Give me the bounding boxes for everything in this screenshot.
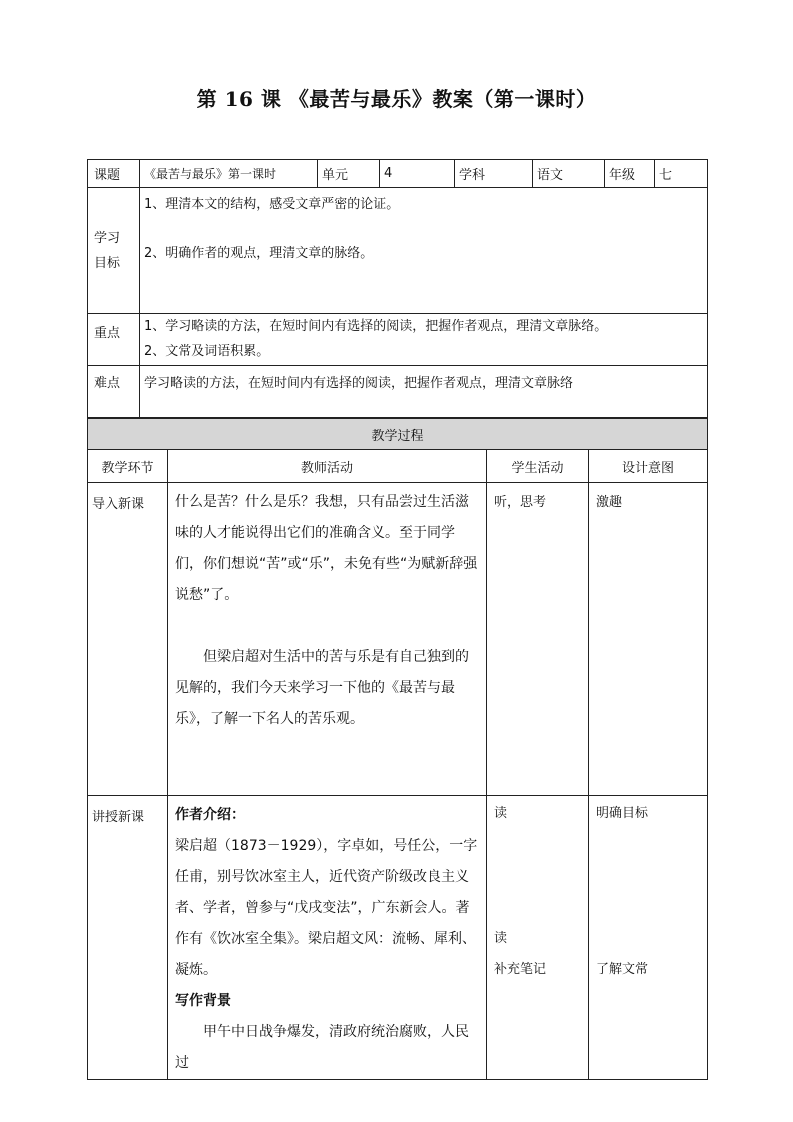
student-activity-item: 补充笔记 <box>494 962 547 977</box>
student-activity-new-lesson <box>487 796 589 1080</box>
goals-label <box>88 188 140 314</box>
subject-value: 语文 <box>533 160 605 188</box>
process-section-title: 教学过程 <box>88 419 708 450</box>
goals-label-line-1: 学习 <box>94 230 121 246</box>
unit-value: 4 <box>380 160 455 188</box>
header-teacher-activity: 教师活动 <box>168 450 487 483</box>
grade-label: 年级 <box>605 160 655 188</box>
difficult-text: 学习略读的方法，在短时间内有选择的阅读，把握作者观点，理清文章脉络 <box>140 366 708 418</box>
key-points <box>140 314 708 366</box>
document-title: 第 16 课 《最苦与最乐》教案（第一课时） <box>196 87 597 111</box>
design-intent-intro: 激趣 <box>589 483 708 796</box>
key-label: 重点 <box>88 314 140 366</box>
grade-value: 七 <box>655 160 708 188</box>
key-point-item: 2、文常及词语积累。 <box>144 344 270 359</box>
design-intent-item: 明确目标 <box>596 806 649 821</box>
goals-content <box>140 188 708 314</box>
teacher-activity-new-lesson <box>168 796 487 1080</box>
goal-item: 2、明确作者的观点，理清文章的脉络。 <box>144 246 374 261</box>
background-text: 甲午中日战争爆发，清政府统治腐败，人民过 <box>175 1024 469 1071</box>
difficult-label: 难点 <box>88 366 140 418</box>
header-stage: 教学环节 <box>88 450 168 483</box>
author-text: 梁启超（1873－1929），字卓如，号任公，一字任甫，别号饮冰室主人，近代资产阶级改良主义者、学者，曾参与“戊戌变法”，广东新会人。著作有《饮冰室全集》。梁启超文风：流畅、犀利、凝炼。 <box>175 838 478 978</box>
subject-label: 学科 <box>455 160 533 188</box>
design-intent-new-lesson <box>589 796 708 1080</box>
topic-label: 课题 <box>88 160 140 188</box>
header-design-intent: 设计意图 <box>589 450 708 483</box>
teacher-paragraph: 但梁启超对生活中的苦与乐是有自己独到的见解的，我们今天来学习一下他的《最苦与最乐》，了解一下名人的苦乐观。 <box>175 649 469 727</box>
teacher-paragraph: 什么是苦？什么是乐？我想，只有品尝过生活滋味的人才能说得出它们的准确含义。至于同学们，你们想说“苦”或“乐”，未免有些“为赋新辞强说愁”了。 <box>175 494 478 603</box>
student-activity-item: 读 <box>494 806 508 821</box>
stage-new-lesson: 讲授新课 <box>88 796 168 1080</box>
background-heading: 写作背景 <box>175 993 231 1009</box>
teacher-activity-intro <box>168 483 487 796</box>
stage-intro: 导入新课 <box>88 483 168 796</box>
header-student-activity: 学生活动 <box>487 450 589 483</box>
table-row <box>88 483 708 796</box>
goals-label-line-2: 目标 <box>94 255 121 271</box>
topic-value: 《最苦与最乐》第一课时 <box>140 160 318 188</box>
author-heading: 作者介绍： <box>175 807 245 823</box>
student-activity-item: 读 <box>494 931 508 946</box>
teaching-process-table <box>87 418 708 1080</box>
goal-item: 1、理清本文的结构，感受文章严密的论证。 <box>144 197 400 212</box>
key-point-item: 1、学习略读的方法，在短时间内有选择的阅读，把握作者观点，理清文章脉络。 <box>144 319 608 334</box>
unit-label: 单元 <box>318 160 380 188</box>
table-row <box>88 796 708 1080</box>
design-intent-item: 了解文常 <box>596 962 649 977</box>
lesson-info-table <box>87 159 708 418</box>
student-activity-intro: 听，思考 <box>487 483 589 796</box>
